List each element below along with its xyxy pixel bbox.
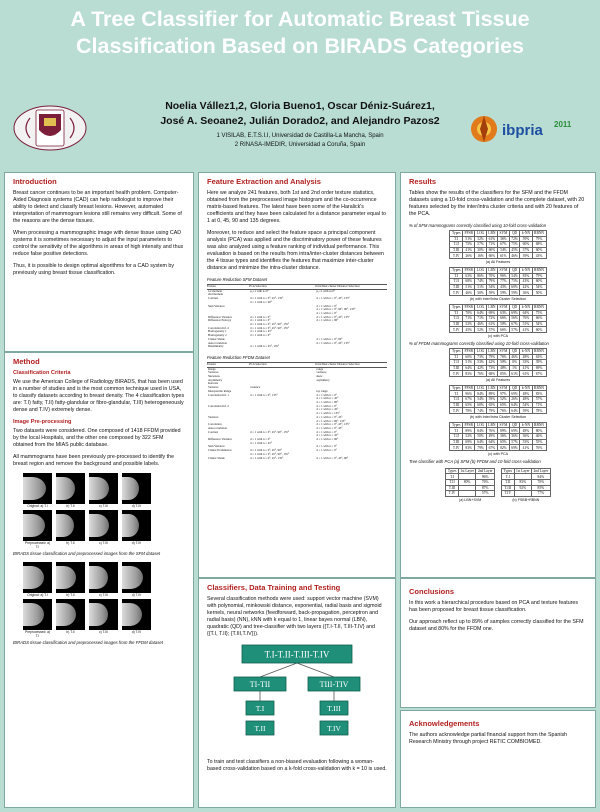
feature-row: Interquartile Range iqr, range — [208, 388, 328, 393]
ffdm-inter-table: Types FFSB LOG LBN SVM QD k-NN RBNN T.I 96% 84% 89% 97% 69% 48% 83% T.II 67% 54% 59% 52% 26% 48% 57% T.III 65% 60% 65% 65% 64% 54% 71% T.IV 78% 74% 79% 76% 64% 59% 78% — [451, 386, 545, 413]
table-row: T.I 84% — [502, 474, 551, 480]
classifiers-paragraph-2: To train and test classifiers a non-biased evaluation following a woman-based cross-validation based on a k-fold cross-validation with k = 10 is used. — [207, 759, 387, 772]
feature-paragraph-1: Here we analyze 241 features, both 1st and 2nd order texture statistics, obtained from the preprocessed image histogram and the co-occurrence matrix-based features. The latest have been some of the Haralick's coefficients and they have been calculated for a distance parameter equal to 1 at 0, 45, 90 and 135 degrees. — [207, 190, 386, 224]
sfm-pca-caption: (c) with PCA — [488, 333, 508, 338]
feature-row: Sum Variance d = 1 with n = 0° — [208, 303, 337, 308]
mammogram-image: d) T.IV — [122, 599, 151, 638]
sfm-figure-caption: BIRADS tissue classification and preprocessed images from the SFM dataset — [13, 551, 161, 556]
tree-leaf-label: T.IV — [327, 724, 341, 733]
feature-row: Correlation Inf. 2 d = 1 with n = 0° — [208, 403, 337, 408]
table-row: T.I 70% 64% 69% 63% 69% 64% 75% — [450, 310, 546, 316]
feature-row: d = 1 with n = 0°, 45°, 90°, 135° — [250, 451, 290, 456]
mammogram-image: Preprocessed: a) T.I — [23, 510, 52, 549]
tree-sfm-table: Types 1st Layer 2nd Layer T.I 96% T.II 80% 76% T.III 87% T.IV 57% — [447, 469, 493, 496]
sfm-results-title: % of SFM mammograms correctly classified using 10-fold cross-validation — [409, 223, 547, 228]
method-panel — [4, 352, 194, 808]
feature-row: d = 1 with n = 90° — [316, 399, 339, 404]
table-row: T.I 96% 84% 89% 97% 69% 48% 83% — [450, 391, 546, 397]
feature-row: Cluster Prominence d = 1 with n = 0°, 45°, 90° d = 1 with n = 0° — [208, 448, 337, 453]
introduction-heading: Introduction — [13, 177, 57, 186]
mammogram-image: c) T.III — [89, 562, 118, 597]
feature-extraction-heading: Feature Extraction and Analysis — [207, 177, 321, 186]
table-row: T.I 63% 86% 70% 96% 54% 83% 79% — [450, 273, 546, 279]
mammogram-image: d) T.IV — [122, 473, 151, 508]
feature-row: Skewness skew — [208, 374, 323, 379]
title-line-1: A Tree Classifier for Automatic Breast Tissue — [70, 7, 530, 31]
method-heading: Method — [13, 357, 40, 366]
acknowledgements-paragraph: The authors acknowledge partial financial support from the Spanish Research Ministry through project RETIC COMBIOMED. — [409, 732, 568, 745]
sfm-image-grid — [23, 473, 151, 549]
table-row: T.II 68% 74% 79% 77% 75% 43% 60% — [450, 279, 546, 285]
feature-row: Variance variance — [208, 385, 261, 390]
feature-row: d = 1 with n = 45° — [316, 407, 339, 412]
tree-classifier-diagram — [222, 643, 372, 753]
table-row: T.III 52% 46% 61% 50% 67% 51% 54% — [450, 321, 546, 327]
ffdm-feature-table: Feature PCA Selection Intra/Inter-cluster Distance Selection Range range Variance variance Skewness skew Asymmetry asymmetry Kurtosis Variance variance Interquartile Range iqr, range Correlation Inf. 1 d = 1 with n = 0°, 135° d = 1 with n = 0° d = 1 with n = 45° d = 1 with n = 90° Correlation Inf. 2 d = 1 with n = 0° d = 1 with n = 45° d = 1 with n = 135° Variance d = 1 with n = 0°, 45° d = 1 with n = 90°, 135° Correlation d = 1 with n = 0°, 45°, 135° Autocorrelation d = 1 with n = 0°, 45° Contrast d = 1 with n = 0°, 45°, 90°, 135° d = 1 with n = 0° d = 1 with n = 45° Difference Variance d = 1 with n = 0° d = 1 with n = 90° d = 1 with n = 45° Sum Variance d = 1 with n = 0° Cluster Prominence d = 1 with n = 0°, 45°, 90° d = 1 with n = 0° d = 1 with n = 0°, 45°, 90°, 135° Cluster Shade d = 1 with n = 0°, 45°, 135° d = 1 with n = 0°, 45°, 90° — [207, 362, 387, 460]
tree-ffdm-table: Types 1st Layer 2nd Layer T.I 84% T.II 83% 70% T.III 92% 85% T.IV 77% — [503, 469, 549, 496]
conference-logo-text: ibpria — [502, 122, 543, 139]
feature-row: Dissimilarity d = 1 with n = 45°, 135° — [208, 344, 280, 349]
table-row: T.IV 26% 16% 60% 61% 46% 39% 43% — [450, 253, 546, 259]
tree-left-label: TI-TII — [249, 680, 271, 689]
table-row: T.III 64% 42% 73% 48% 1% 41% 69% — [450, 365, 546, 371]
table-row: T.I 89% 84% 76% 89% 69% 48% 80% — [450, 428, 546, 434]
mammogram-image: c) T.III — [89, 599, 118, 638]
table-row: T.II 67% 54% 59% 52% 26% 48% 57% — [450, 397, 546, 403]
mammogram-image: b) T.II — [56, 599, 85, 638]
table-row: T.I 96% — [446, 474, 495, 480]
table-row: T.I 51% 32% 61% 36% 72% 59% 79% — [450, 236, 546, 242]
mammogram-image: Original: a) T.I — [23, 562, 52, 597]
sfm-feature-table: Feature PCA Selection Intra/Inter-cluster Distance Selection 1st moment µ₀=1 with n=0° µ₀=1 with n=0° 2nd moment Contrast d = 1 with n = 0°, 45°, 135° d = 1 with n = 0°, 45°, 135° d = 1 with n = 90° Sum Variance d = 1 with n = 0° d = 1 with n = 0°, 90°, 90°, 135° d = 1 with n = 0° Difference Variance d = 1 with n = 0° d = 1 with n = 0°, 45°, 135° Difference Entropy d = 1 with n = 0° d = 1 with n = 90° d = 1 with n = 0°, 45°, 90°, 135° Correlation Inf. 2 d = 1 with n = 0°, 45°, 90°, 135° Homogeneity 1 d = 1 with n = 45° Homogeneity 2 d = 1 with n = 0° Cluster Shade d = 1 with n = 0°, 90° Autocorrelation d = 1 with n = 0°, 45°, 135° Dissimilarity d = 1 with n = 45°, 135° — [207, 284, 387, 349]
sfm-inter-caption: (b) with Inter/Intra Cluster Selection — [469, 296, 527, 301]
mammogram-image: Original: a) T.I — [23, 473, 52, 508]
tree-leaf-label: T.II — [254, 724, 266, 733]
introduction-panel — [4, 172, 194, 352]
classifiers-heading: Classifiers, Data Training and Testing — [207, 583, 341, 592]
authors-line-2: José A. Seoane2, Julián Dorado2, and Alejandro Pazos2 — [160, 115, 440, 127]
ffdm-all-table: Types FFSB LOG LBN SVM QD k-NN RBNN T.I 60% 73% 79% 76% 46% 48% 63% T.II 51% 53% 42% 50% 0% 33% 39% T.III 64% 42% 73% 48% 1% 41% 69% T.IV 83% 76% 68% 85% 61% 61% 67% — [451, 349, 545, 376]
mammogram-image: b) T.II — [56, 510, 85, 549]
feature-row: Cluster Shade d = 1 with n = 0°, 90° — [208, 336, 343, 341]
results-paragraph-1: Tables show the results of the classifiers for the SFM and the FFDM datasets using a 10-fold cross-validation and the complete dataset, with 20 features selected by the inter/intra cluster criteria and with 20 features of the PCA. — [409, 190, 585, 217]
results-heading: Results — [409, 177, 437, 186]
author-list — [110, 99, 490, 129]
ffdm-pca-caption: (c) with PCA — [488, 451, 508, 456]
table-row: T.I 60% 73% 79% 76% 46% 48% 63% — [450, 354, 546, 360]
table-row: T.III 41% 30% 60% 54% 45% 37% 60% — [450, 247, 546, 253]
classifiers-paragraph-1: Several classification methods were used: support vector machine (SVM) with polynomial, minkowski distance, exponential, radial basis and sigmoid kernels, neural networks (feedforward, back-propagation, perceptron and radial basis) (NN), kNN with k equal to 1, linear bayes normal (LBN), quadratic (QD) and tree-classifier with two layers ({T.I-T.II, T.III-T.IV} and {{T.I, T.II}; {T.III,T.IV}}). — [207, 596, 382, 637]
sfm-inter-table: Types FFSB LOG LBN SVM QD k-NN RBNN T.I 63% 86% 70% 96% 54% 83% 79% T.II 68% 74% 79% 77% 75% 43% 60% T.III 51% 51% 54% 43% 60% 42% 54% T.IV 46% 50% 59% 59% 59% 36% 50% — [451, 268, 545, 295]
conclusions-paragraph-1: In this work a hierarchical procedure based on PCA and texture features has been proposed for breast tissue classification. — [409, 600, 579, 613]
table-row: T.II 83% 70% — [502, 480, 551, 486]
table-row: T.III 65% 60% 65% 65% 64% 54% 71% — [450, 402, 546, 408]
feature-row: d = 1 with n = 90°, 135° — [316, 418, 346, 423]
feature-row: Correlation d = 1 with n = 0°, 45°, 135° — [208, 422, 350, 427]
feature-row: Correlation Inf. 2 d = 1 with n = 0°, 45°, 90°, 135° — [208, 325, 290, 330]
table-row: T.III 92% 85% — [502, 485, 551, 491]
feature-row: d = 1 with n = 90° — [250, 299, 272, 304]
conference-logo — [468, 108, 594, 150]
classifiers-panel — [198, 578, 396, 808]
feature-row: d = 1 with n = 0°, 45°, 90°, 135° — [250, 322, 290, 327]
feature-row: Variance d = 1 with n = 0°, 45° — [208, 414, 343, 419]
feature-row: Range range — [208, 366, 324, 371]
acknowledgements-heading: Acknowledgements — [409, 719, 480, 728]
preprocessing-heading: Image Pre-processing — [13, 419, 72, 425]
affiliation-2: 2 RINASA-IMEDIR, Universidad a Coruña, Spain — [234, 142, 366, 148]
table-row: T.II 52% 50% 49% 36% 36% 36% 46% — [450, 434, 546, 440]
feature-row: Difference Variance d = 1 with n = 0° d = 1 with n = 0°, 45°, 135° — [208, 314, 350, 319]
method-paragraph-3: All mammograms have been previously pre-processed to identify the breast region and remove the background and possible labels. — [13, 454, 175, 467]
ffdm-feature-table-title: Feature Reduction FFDM Dataset — [207, 354, 270, 360]
sfm-all-caption: (a) All Features — [485, 259, 511, 264]
ffdm-pca-table: Types FFSB LOG LBN SVM QD k-NN RBNN T.I 89% 84% 76% 89% 69% 48% 80% T.II 52% 50% 49% 36% 36% 36% 46% T.III 69% 64% 64% 65% 57% 53% 55% T.IV 83% 79% 67% 82% 69% 41% 76% — [451, 423, 545, 450]
conclusions-paragraph-2: Our approach reflect up to 89% of samples correctly classified for the SFM dataset and 80% for the FFDM one. — [409, 619, 584, 632]
tree-right-label: TIII-TIV — [319, 680, 349, 689]
tree-sfm-caption: (a) LBN+SVM — [459, 497, 482, 502]
table-row: T.IV 45% 52% 57% 66% 57% 41% 60% — [450, 327, 546, 333]
tree-ffdm-caption: (b) FSBB+RBNN — [512, 497, 540, 502]
feature-row: Asymmetry asymmetry — [208, 377, 330, 382]
feature-row: Autocorrelation d = 1 with n = 0°, 45° — [208, 425, 343, 430]
classification-criteria-heading: Classification Criteria — [13, 370, 71, 376]
intro-paragraph-2: When processing a mammographic image with dense tissue using CAD systems it is sometimes necessary to adjust the input parameters to control the sensitivity of the algorithms in areas of high intensity and thus reduce false positive detections. — [13, 230, 184, 257]
feature-row: Difference Entropy d = 1 with n = 0° d = 1 with n = 90° — [208, 318, 339, 323]
table-row: T.IV 57% — [446, 491, 495, 497]
feature-row: 1st moment µ₀=1 with n=0° µ₀=1 with n=0° — [208, 288, 336, 293]
mammogram-image: c) T.III — [89, 473, 118, 508]
mammogram-image: c) T.III — [89, 510, 118, 549]
sfm-pca-table: Types FFSB LOG LBN SVM QD k-NN RBNN T.I 70% 64% 69% 63% 69% 64% 75% T.II 71% 71% 72% 66% 56% 76% 66% T.III 52% 46% 61% 50% 67% 51% 54% T.IV 45% 52% 57% 66% 57% 41% 60% — [451, 305, 545, 332]
table-row: T.III 69% 64% 64% 65% 57% 53% 55% — [450, 439, 546, 445]
table-row: T.II 75% 57% 71% 67% 75% 60% 68% — [450, 242, 546, 248]
table-row: T.IV 83% 76% 68% 85% 61% 61% 67% — [450, 371, 546, 377]
affiliation-1: 1 VISILAB, E.T.S.I.I, Universidad de Castilla-La Mancha, Spain — [216, 133, 384, 139]
feature-row: Homogeneity 2 d = 1 with n = 0° — [208, 333, 271, 338]
method-paragraph-1: We use the American College of Radiology BIRADS, that has been used in a number of studies and is the most common technique used in USA, to classify datasets according to breast density. The 4 classification types are: T.I) fatty, T.II) fatty-glandular or fibro-glandular, T.III) heterogeneously dense and T.IV) extremely dense. — [13, 379, 185, 413]
ffdm-results-title: % of FFDM mammograms correctly classified using 10-fold cross-validation — [409, 340, 549, 346]
feature-row: 2nd moment — [208, 292, 224, 297]
results-panel — [400, 172, 596, 578]
poster-title — [0, 6, 600, 60]
feature-row: d = 1 with n = 0° — [316, 310, 337, 315]
table-row: T.II 80% 76% — [446, 480, 495, 486]
feature-extraction-panel — [198, 172, 396, 578]
table-row: T.III 51% 51% 54% 43% 60% 42% 54% — [450, 284, 546, 290]
table-row: T.II 51% 53% 42% 50% 0% 33% 39% — [450, 360, 546, 366]
feature-row: Kurtosis — [208, 381, 219, 386]
intro-paragraph-1: Breast cancer continues to be an important health problem. Computer-Aided Diagnosis systems (CAD) can help radiologist to improve their ability to detect and classify breast lesions. However, automated interpretation of mammogram lesions still remains very difficult. Some of the reasons are the dense tissues. — [13, 190, 182, 224]
table-row: T.II 71% 71% 72% 66% 56% 76% 66% — [450, 316, 546, 322]
title-line-2: Classification Based on BIRADS Categories — [75, 34, 525, 58]
feature-paragraph-2: Moreover, to reduce and select the feature space a principal component analysis (PCA) was applied and the discriminatory power of these features was also analyzed using a feature ranking of individual performance. This evaluation is based on the results from intra/inter-cluster distances between the 4 tissue types and identifies the features that maximize inter-cluster distance and minimize the intra-cluster distance. — [207, 230, 384, 271]
table-row: T.IV 83% 79% 67% 82% 69% 41% 76% — [450, 445, 546, 451]
table-row: T.IV 78% 74% 79% 76% 64% 59% 78% — [450, 408, 546, 414]
tree-leaf-label: T.I — [255, 704, 265, 713]
tree-leaf-label: T.III — [327, 704, 341, 713]
table-row: T.III 87% — [446, 485, 495, 491]
tree-results-title: Tree classifier with PCA (a) SFM (b) FFDM and 10-fold cross-validation — [409, 458, 541, 464]
mammogram-image: b) T.II — [56, 473, 85, 508]
mammogram-image: d) T.IV — [122, 510, 151, 549]
sfm-all-table: Types FFSB LOG LBN SVM QD k-NN RBNN T.I 51% 32% 61% 36% 72% 59% 79% T.II 75% 57% 71% 67% 75% 60% 68% T.III 41% 30% 60% 54% 45% 37% 60% T.IV 26% 16% 60% 61% 46% 39% 43% — [451, 231, 545, 258]
authors-line-1: Noelia Vállez1,2, Gloria Bueno1, Oscar Déniz-Suárez1, — [165, 100, 435, 112]
feature-row: Cluster Shade d = 1 with n = 0°, 45°, 135° d = 1 with n = 0°, 45°, 90° — [208, 455, 349, 460]
feature-row: d = 1 with n = 135° — [316, 411, 340, 416]
feature-row: Variance variance — [208, 370, 327, 375]
acknowledgements-panel — [400, 710, 596, 808]
feature-row: Difference Variance d = 1 with n = 0° d = 1 with n = 90° — [208, 437, 339, 442]
conclusions-heading: Conclusions — [409, 587, 455, 596]
ffdm-inter-caption: (b) with Inter/Intra Cluster Selection — [469, 414, 527, 419]
table-row: T.IV 46% 50% 59% 59% 59% 36% 50% — [450, 290, 546, 296]
method-paragraph-2: Two datasets were considered. One composed of 1418 FFDM provided by the local Hospitals, and the other one composed by 322 SFM obtained from the MIAS public database. — [13, 428, 181, 448]
feature-row: d = 1 with n = 45° — [316, 433, 339, 438]
ffdm-figure-caption: BIRADS tissue classification and preprocessed images from the FFDM dataset — [13, 639, 163, 645]
feature-row: Sum Variance d = 1 with n = 0° — [208, 444, 337, 449]
feature-row: Autocorrelation d = 1 with n = 0°, 45°, 135° — [208, 340, 350, 345]
feature-row: Contrast d = 1 with n = 0°, 45°, 90°, 135° d = 1 with n = 0° — [208, 429, 337, 434]
conference-logo-year: 2011 — [554, 120, 572, 129]
university-logo — [8, 100, 98, 156]
mammogram-image: d) T.IV — [122, 562, 151, 597]
ffdm-all-caption: (a) All Features — [485, 377, 511, 382]
feature-row: Correlation Inf. 1 d = 1 with n = 0°, 135° d = 1 with n = 0° — [208, 392, 337, 397]
feature-row: d = 1 with n = 45° — [250, 440, 272, 445]
tree-root-label: T.I-T.II-T.III-T.IV — [264, 649, 330, 660]
affiliations — [110, 132, 490, 150]
sfm-feature-table-title: Feature Reduction SFM Dataset — [207, 277, 268, 282]
mammogram-image: b) T.II — [56, 562, 85, 597]
ffdm-image-grid — [23, 562, 151, 638]
mammogram-image: Preprocessed: a) T.I — [23, 599, 52, 638]
conclusions-panel — [400, 578, 596, 708]
table-row: T.IV 77% — [502, 491, 551, 497]
feature-row: d = 1 with n = 0°, 90°, 90°, 135° — [316, 307, 356, 312]
intro-paragraph-3: Thus, it is possible to design optimal algorithms for a CAD system by previously using breast tissue classification. — [13, 263, 175, 276]
feature-row: Homogeneity 1 d = 1 with n = 45° — [208, 329, 272, 334]
feature-row: Contrast d = 1 with n = 0°, 45°, 135° d = 1 with n = 0°, 45°, 135° — [208, 296, 350, 301]
feature-row: d = 1 with n = 45° — [316, 396, 339, 401]
